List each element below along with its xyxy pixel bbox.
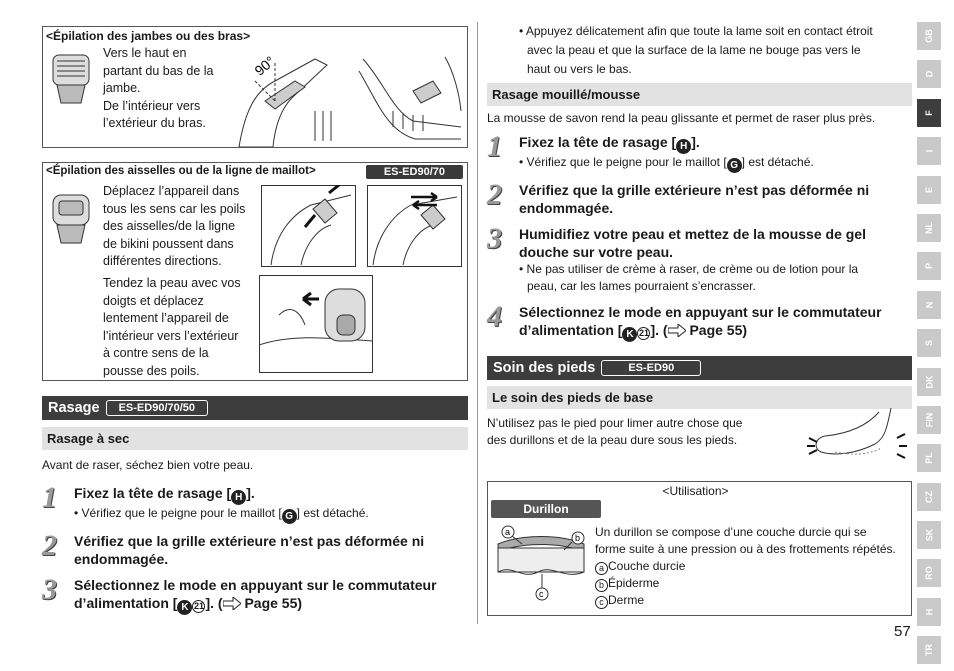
step-title-text: ].	[691, 134, 700, 150]
tab-h[interactable]	[917, 598, 941, 626]
step-title	[74, 484, 468, 505]
legend-text: Derme	[608, 593, 645, 607]
step-number: 2	[487, 178, 502, 211]
legs-text	[103, 45, 214, 133]
armpits-line: des aisselles/de la ligne	[103, 219, 236, 233]
step-title	[74, 576, 468, 615]
comb-G-icon: G	[282, 509, 297, 524]
wet-shaving-heading: Rasage mouillé/mousse	[487, 83, 912, 106]
shaving-heading: Rasage	[48, 400, 100, 416]
column-divider	[477, 22, 478, 624]
leg-epilation-illustration	[235, 51, 347, 147]
tab-n[interactable]	[917, 291, 941, 319]
legs-line: partant du bas de la	[103, 63, 214, 78]
comb-G-icon: G	[727, 158, 742, 173]
right-column	[487, 22, 912, 616]
step-number: 1	[42, 481, 57, 514]
right-step-4	[487, 300, 912, 342]
step-title	[519, 133, 912, 154]
arm-epilation-illustration	[353, 51, 465, 147]
tab-label: D	[924, 71, 934, 78]
armpit-illustration-1	[261, 185, 356, 267]
usage-desc-line: forme suite à une pression ou à des frottements répétés.	[595, 542, 896, 556]
page-number: 57	[894, 623, 911, 640]
step-subtext-line: peau, car les lames pourraient s’encrasser.	[527, 279, 756, 293]
step-title: Humidifiez votre peau et mettez de la mousse de gel douche sur votre peau.	[519, 226, 866, 260]
left-step-1	[42, 481, 468, 524]
legend-item-a	[595, 558, 896, 575]
step-subtext-line: • Ne pas utiliser de crème à raser, de crème ou de lotion pour la	[519, 262, 859, 276]
tab-i[interactable]	[917, 137, 941, 165]
legend-letter: a	[595, 562, 608, 575]
angle-label: 90°	[251, 52, 278, 79]
tab-e[interactable]	[917, 176, 941, 204]
legend-item-c	[595, 592, 896, 609]
legs-line: De l’intérieur vers	[103, 98, 201, 113]
left-column	[42, 26, 468, 615]
ref-21-icon: 21	[638, 328, 649, 338]
top-bullet-line: • Appuyez délicatement afin que toute la lame soit en contact étroit	[519, 24, 873, 38]
armpits-title: <Épilation des aisselles ou de la ligne de maillot>	[46, 165, 316, 177]
foot-care-line: N’utilisez pas le pied pour limer autre chose que	[487, 416, 743, 430]
wet-shaving-intro: La mousse de savon rend la peau glissante et permet de raser plus près.	[487, 111, 876, 125]
tab-label: S	[923, 340, 934, 347]
head-H-icon: H	[231, 490, 246, 505]
armpits-line: lentement l’appareil de	[103, 311, 229, 325]
switch-K-icon: K	[177, 600, 192, 615]
tab-label: GB	[924, 29, 934, 43]
usage-description	[595, 524, 896, 609]
top-bullet	[487, 22, 912, 79]
step-title-text: Sélectionnez le mode en appuyant sur le commutateur d’alimentation [	[74, 577, 437, 611]
page-arrow-icon	[223, 597, 241, 610]
usage-desc-line: Un durillon se compose d’une couche durcie qui se	[595, 525, 867, 539]
tab-fin[interactable]	[917, 406, 941, 434]
tab-s[interactable]	[917, 329, 941, 357]
legs-title: <Épilation des jambes ou des bras>	[46, 29, 251, 43]
tab-tr[interactable]	[917, 636, 941, 664]
tab-label: H	[924, 608, 934, 616]
tab-label: RO	[924, 566, 934, 581]
shaving-model-pill: ES-ED90/70/50	[106, 400, 208, 416]
diagram-label-a: a	[505, 527, 511, 537]
armpits-line: tous les sens car les poils	[103, 201, 246, 216]
legs-arms-box	[42, 26, 468, 148]
legend-text: Épiderme	[608, 576, 660, 590]
armpits-para2	[103, 275, 241, 380]
armpit-illustration-2	[367, 185, 462, 267]
armpits-line: à contre sens de la	[103, 346, 209, 360]
step-title: Vérifiez que la grille extérieure n’est pas déformée ni endommagée.	[519, 182, 870, 216]
tab-sk[interactable]	[917, 521, 941, 549]
step-subtext	[74, 505, 468, 524]
armpits-line: pousse des poils.	[103, 363, 200, 378]
step-title: Vérifiez que la grille extérieure n’est pas déformée ni endommagée.	[74, 533, 425, 567]
tab-dk[interactable]	[917, 368, 941, 396]
shaving-heading-bar	[42, 396, 468, 420]
step-subtext	[519, 261, 912, 295]
tab-ro[interactable]	[917, 559, 941, 587]
step-title-text: Fixez la tête de rasage [	[74, 485, 232, 501]
left-step-2	[42, 529, 468, 568]
page-ref-link[interactable]: Page 55)	[685, 322, 748, 338]
foot-care-line: des durillons et de la peau dure sous les pieds.	[487, 433, 738, 447]
tab-label: P	[923, 263, 934, 270]
armpits-line: l’intérieur vers l’extérieur	[103, 328, 239, 343]
head-H-icon: H	[676, 139, 691, 154]
step-title-text: Sélectionnez le mode en appuyant sur le commutateur d’alimentation [	[519, 304, 882, 338]
step-title	[519, 303, 912, 342]
tab-label: TR	[924, 644, 934, 657]
armpits-line: Tendez la peau avec vos	[103, 276, 241, 290]
step-title-text: ].	[246, 485, 255, 501]
switch-K-icon: K	[622, 327, 637, 342]
right-step-2	[487, 178, 912, 217]
bikini-line-illustration	[259, 275, 373, 373]
armpits-line: différentes directions.	[103, 254, 222, 268]
legend-letter: b	[595, 579, 608, 592]
tab-label: NL	[924, 221, 934, 234]
epilator-head-icon	[49, 51, 93, 105]
tab-label: PL	[923, 452, 934, 465]
top-bullet-line: haut ou vers le bas.	[527, 62, 632, 76]
armpit-bikini-box	[42, 162, 468, 381]
tab-nl[interactable]	[917, 214, 941, 242]
step-subtext	[519, 154, 912, 173]
legs-line: l’extérieur du bras.	[103, 116, 206, 130]
tab-pl[interactable]	[917, 444, 941, 472]
top-bullet-line: avec la peau et que la surface de la lame ne bouge pas vers le	[527, 43, 861, 57]
tab-label: FIN	[924, 412, 934, 428]
armpits-model-tag: ES-ED90/70	[366, 165, 463, 179]
foot-care-heading: Soin des pieds	[493, 360, 596, 376]
step-subtext-text: • Vérifiez que le peigne pour le maillot [	[74, 506, 282, 520]
armpits-para1	[103, 183, 245, 271]
step-subtext-text: ] est détaché.	[741, 155, 814, 169]
usage-box	[487, 481, 912, 616]
right-step-1	[487, 130, 912, 173]
step-number: 1	[487, 130, 502, 163]
legend-item-b	[595, 575, 896, 592]
tab-label: SK	[923, 528, 934, 542]
step-number: 4	[487, 300, 502, 333]
tab-label: DK	[924, 375, 934, 389]
foot-care-model-pill: ES-ED90	[601, 360, 701, 376]
dry-shaving-heading: Rasage à sec	[42, 427, 468, 450]
dry-shaving-intro: Avant de raser, séchez bien votre peau.	[42, 458, 254, 472]
ref-21-icon: 21	[193, 601, 204, 611]
foot-care-subheading: Le soin des pieds de base	[487, 386, 912, 409]
left-step-3	[42, 573, 468, 615]
tab-label: CZ	[924, 490, 934, 503]
tab-gb[interactable]	[917, 22, 941, 50]
legend-text: Couche durcie	[608, 559, 686, 573]
step-title-text: Fixez la tête de rasage [	[519, 134, 677, 150]
diagram-label-c: c	[539, 589, 544, 599]
step-title-text: ]. (	[205, 595, 223, 611]
armpits-line: doigts et déplacez	[103, 293, 204, 308]
skin-layers-diagram	[492, 524, 590, 602]
step-number: 2	[42, 529, 57, 562]
legend-letter: c	[595, 596, 608, 609]
tab-f[interactable]	[917, 99, 941, 127]
foot-illustration	[805, 408, 910, 460]
step-subtext-text: ] est détaché.	[296, 506, 369, 520]
usage-title: <Utilisation>	[662, 484, 729, 498]
legs-line: Vers le haut en	[103, 46, 187, 60]
diagram-label-b: b	[575, 533, 581, 543]
tab-cz[interactable]	[917, 483, 941, 511]
page-arrow-icon	[668, 324, 686, 337]
step-number: 3	[487, 222, 502, 255]
page-ref-link[interactable]: Page 55)	[240, 595, 303, 611]
tab-label: I	[923, 149, 934, 153]
tab-d[interactable]	[917, 60, 941, 88]
foot-care-heading-bar	[487, 356, 912, 380]
tab-p[interactable]	[917, 252, 941, 280]
tab-label: F	[924, 110, 934, 116]
callus-tag: Durillon	[491, 500, 601, 518]
language-tabs	[917, 22, 941, 671]
step-number: 3	[42, 573, 57, 606]
legs-line: jambe.	[103, 81, 141, 95]
tab-label: E	[923, 186, 934, 193]
epilator-cap-icon	[49, 191, 93, 245]
right-step-3	[487, 222, 912, 295]
step-subtext-text: • Vérifiez que le peigne pour le maillot [	[519, 155, 727, 169]
step-title-text: ]. (	[650, 322, 668, 338]
armpits-line: Déplacez l’appareil dans	[103, 184, 240, 198]
tab-label: N	[924, 301, 934, 308]
armpits-line: de bikini poussent dans	[103, 236, 234, 251]
